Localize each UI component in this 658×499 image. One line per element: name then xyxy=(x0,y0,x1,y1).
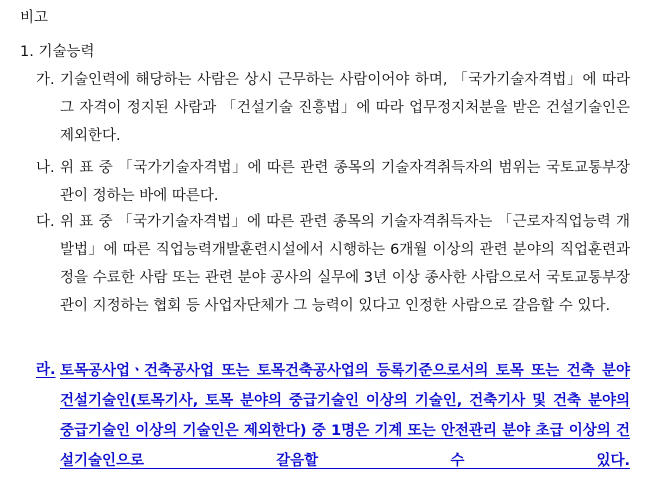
section-name: 기술능력 xyxy=(38,44,95,60)
item-marker-ga: 가. xyxy=(36,72,55,88)
item-text-ga: 기술인력에 해당하는 사람은 상시 근무하는 사람이어야 하며, 「국가기술자격법」에 따라 그 자격이 정지된 사람과 「건설기술 진흥법」에 따라 업무정지처분을 받은 건설기술인은 제외한다. xyxy=(60,72,630,144)
section-title xyxy=(20,42,94,62)
heading-remarks: 비고 xyxy=(20,10,49,26)
item-text-ra: 토목공사업ㆍ건축공사업 또는 토목건축공사업의 등록기준으로서의 토목 또는 건축 분야 건설기술인(토목기사, 토목 분야의 중급기술인 이상의 기술인, 건축기사 및 건축 분야의 중급기술인 이상의 기술인은 제외한다) 중 1명은 기계 또는 안전관리 분야 초급 이상의 건설기술인으로 갈음할 수 있다. xyxy=(60,363,630,469)
section-number: 1. xyxy=(20,44,34,60)
item-text-na: 위 표 중 「국가기술자격법」에 따른 관련 종목의 기술자격취득자의 범위는 국토교통부장관이 정하는 바에 따른다. xyxy=(60,160,630,204)
item-text-da: 위 표 중 「국가기술자격법」에 따른 관련 종목의 기술자격취득자는 「근로자직업능력 개발법」에 따른 직업능력개발훈련시설에서 시행하는 6개월 이상의 관련 분야의 직업훈련과정을 수료한 사람 또는 관련 분야 공사의 실무에 3년 이상 종사한 사람으로서 국토교통부장관이 지정하는 협회 등 사업자단체가 그 능력이 있다고 인정한 사람으로 갈음할 수 있다. xyxy=(60,214,630,314)
item-marker-da: 다. xyxy=(36,214,55,230)
item-marker-ra: 라. xyxy=(36,362,56,378)
item-marker-na: 나. xyxy=(36,160,55,176)
